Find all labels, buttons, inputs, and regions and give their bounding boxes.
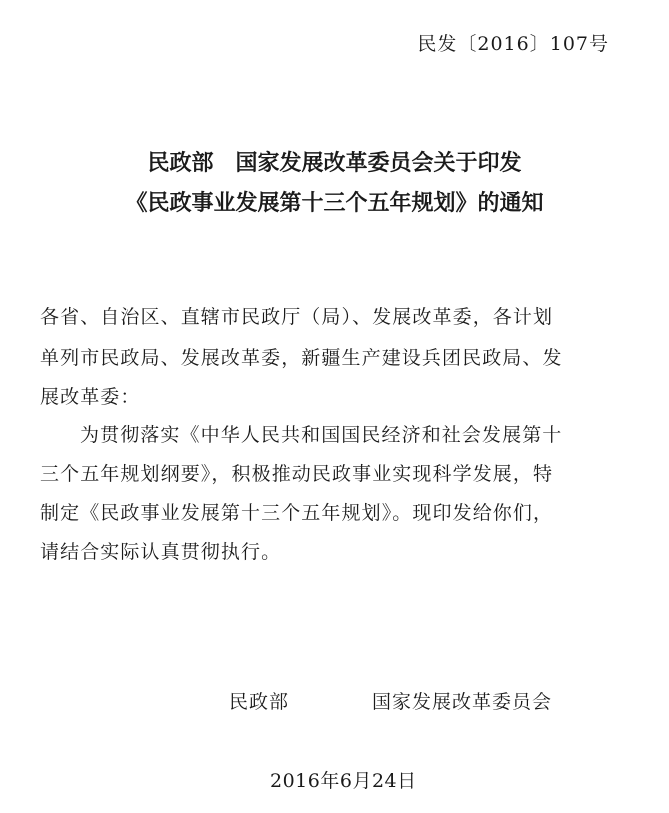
title-line-2: 《民政事业发展第十三个五年规划》的通知 (125, 191, 544, 216)
addressee-line-2: 单列市民政局、发展改革委，新疆生产建设兵团民政局、发 (40, 347, 563, 369)
body-line-1: 为贯彻落实《中华人民共和国国民经济和社会发展第十 (80, 424, 563, 446)
title-line-1 (0, 146, 669, 177)
signature-ministry-of-civil-affairs: 民政部 (229, 691, 290, 713)
issue-date: 2016年6月24日 (270, 770, 417, 792)
addressee-line-3: 展改革委： (40, 386, 141, 408)
body-line-4: 请结合实际认真贯彻执行。 (40, 541, 282, 563)
title-issuer-1: 民政部 (147, 151, 214, 176)
addressee-line-1: 各省、自治区、直辖市民政厅（局）、发展改革委，各计划 (40, 306, 554, 328)
body-line-2: 三个五年规划纲要》，积极推动民政事业实现科学发展，特 (40, 463, 554, 485)
document-number: 民发〔2016〕107号 (417, 33, 609, 55)
title-issuer-2-and-subject: 国家发展改革委员会关于印发 (235, 151, 522, 176)
signature-ndrc: 国家发展改革委员会 (372, 691, 553, 713)
body-line-3: 制定《民政事业发展第十三个五年规划》。现印发给你们， (40, 502, 554, 524)
